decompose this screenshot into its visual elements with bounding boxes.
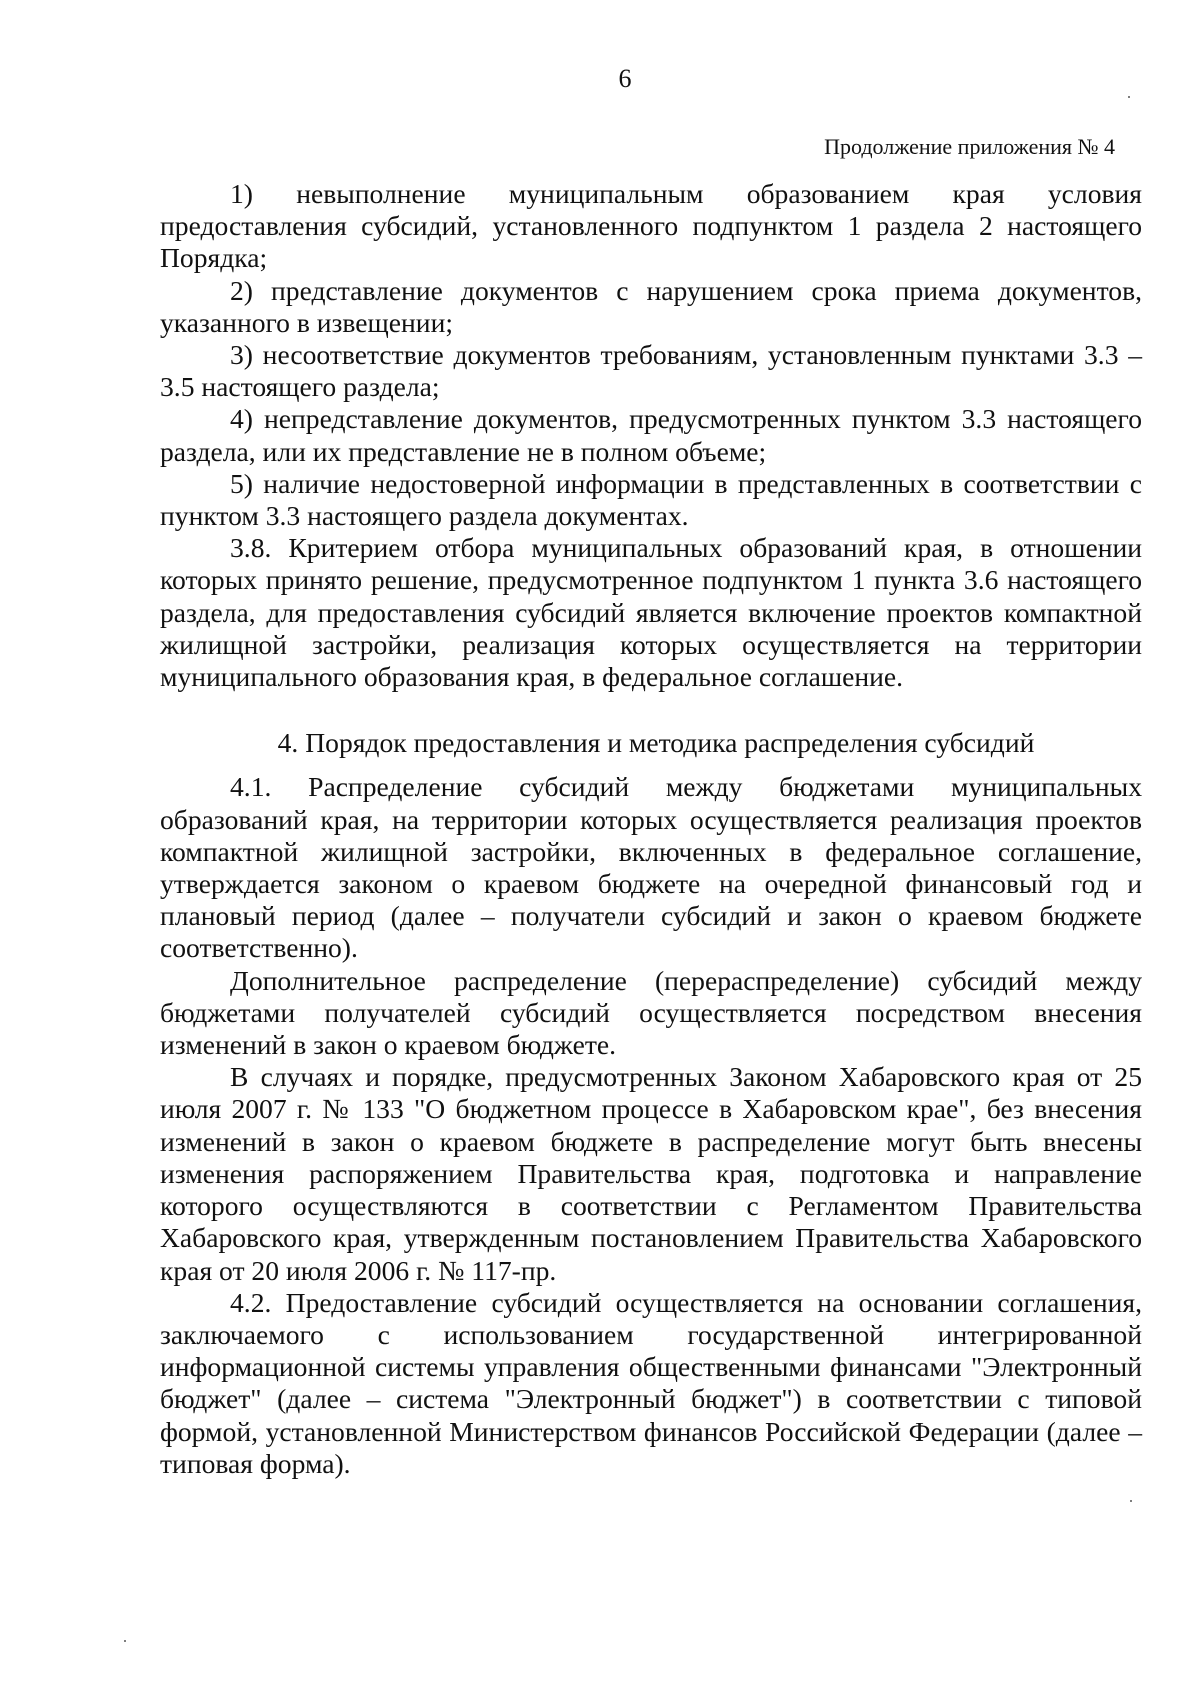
paragraph-redistribution: Дополнительное распределение (перераспределение) субсидий между бюджетами получателей субсидий осуществляется посредством внесения изменений в закон о краевом бюджете. <box>160 964 1142 1061</box>
list-item-5: 5) наличие недостоверной информации в представленных в соответствии с пунктом 3.3 настоящего раздела документах. <box>160 467 1142 532</box>
paragraph-4-2: 4.2. Предоставление субсидий осуществляется на основании соглашения, заключаемого с использованием государственной интегрированной информационной системы управления общественными финансами "Электронный бюджет" (далее – система "Электронный бюджет") в соответствии с типовой формой, установленной Министерством финансов Российской Федерации (далее – типовая форма). <box>160 1286 1142 1479</box>
paragraph-4-1: 4.1. Распределение субсидий между бюджетами муниципальных образований края, на территории которых осуществляется реализация проектов компактной жилищной застройки, включенных в федеральное соглашение, утверждается законом о краевом бюджете на очередной финансовый год и плановый период (далее – получатели субсидий и закон о краевом бюджете соответственно). <box>160 771 1142 964</box>
section-heading: 4. Порядок предоставления и методика распределения субсидий <box>277 727 1035 759</box>
paragraph-cases-procedure: В случаях и порядке, предусмотренных Законом Хабаровского края от 25 июля 2007 г. № 133 "О бюджетном процессе в Хабаровском крае", без внесения изменений в закон о краевом бюджете в распределение могут быть внесены изменения распоряжением Правительства края, подготовка и направление которого осуществляются в соответствии с Регламентом Правительства Хабаровского края, утвержденным постановлением Правительства Хабаровского края от 20 июля 2006 г. № 117-пр. <box>160 1061 1142 1286</box>
appendix-label: Продолжение приложения № 4 <box>824 134 1115 159</box>
paragraph-3-8: 3.8. Критерием отбора муниципальных образований края, в отношении которых принято решение, предусмотренное подпунктом 1 пункта 3.6 настоящего раздела, для предоставления субсидий является включение проектов компактной жилищной застройки, реализация которых осуществляется на территории муниципального образования края, в федеральное соглашение. <box>160 532 1142 693</box>
scan-speck <box>1128 96 1130 98</box>
document-body <box>160 178 1142 1480</box>
scan-speck <box>1130 1500 1132 1502</box>
scan-speck <box>124 1640 126 1642</box>
list-item-4: 4) непредставление документов, предусмотренных пунктом 3.3 настоящего раздела, или их представление не в полном объеме; <box>160 403 1142 467</box>
page-number: 6 <box>618 64 632 93</box>
list-item-2: 2) представление документов с нарушением срока приема документов, указанного в извещении; <box>160 274 1142 338</box>
list-item-3: 3) несоответствие документов требованиям, установленным пунктами 3.3 – 3.5 настоящего раздела; <box>160 339 1142 403</box>
list-item-1: 1) невыполнение муниципальным образованием края условия предоставления субсидий, установленного подпунктом 1 раздела 2 настоящего Порядка; <box>160 178 1142 274</box>
